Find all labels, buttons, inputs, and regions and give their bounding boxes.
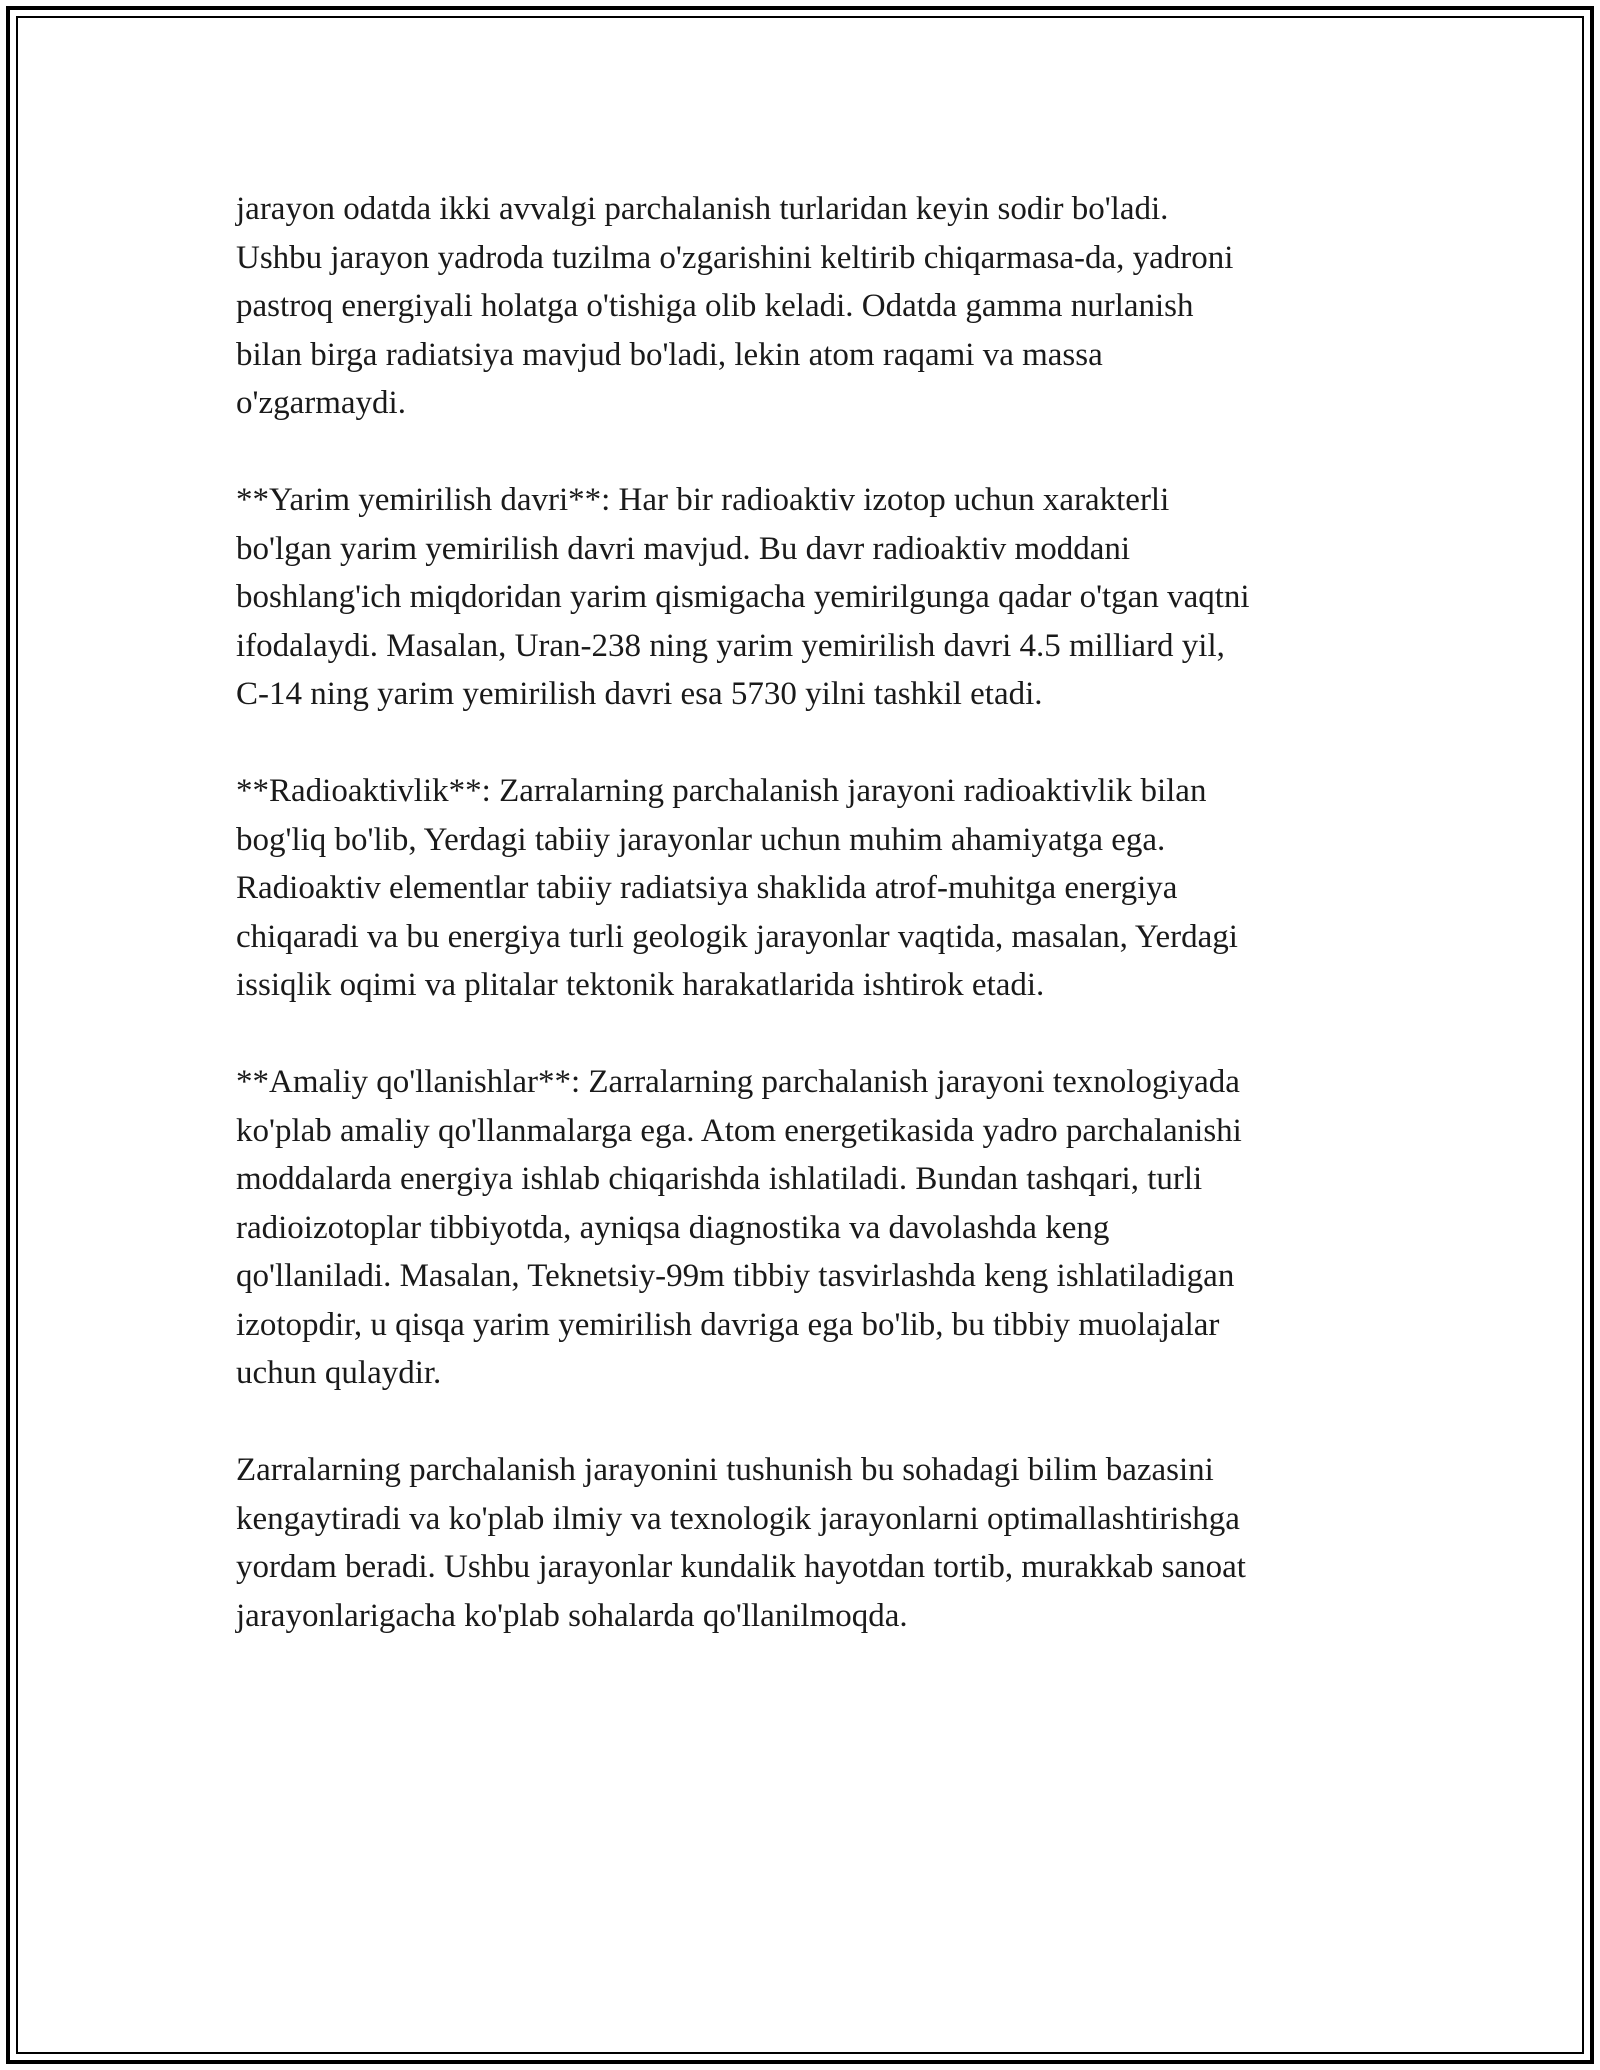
text-line: bog'liq bo'lib, Yerdagi tabiiy jarayonlar uchun muhim ahamiyatga ega. xyxy=(236,821,1166,858)
text-line: ifodalaydi. Masalan, Uran-238 ning yarim yemirilish davri 4.5 milliard yil, xyxy=(236,627,1225,664)
paragraph-radioactivity xyxy=(236,767,1386,1010)
paragraph-gamma-decay xyxy=(236,185,1386,428)
text-line: **Radioaktivlik**: Zarralarning parchalanish jarayoni radioaktivlik bilan xyxy=(236,773,1207,809)
text-line: chiqaradi va bu energiya turli geologik jarayonlar vaqtida, masalan, Yerdagi xyxy=(236,918,1238,955)
document-body xyxy=(236,185,1386,1689)
text-line: jarayonlarigacha ko'plab sohalarda qo'llanilmoqda. xyxy=(236,1597,908,1634)
paragraph-conclusion xyxy=(236,1446,1386,1640)
text-line: o'zgarmaydi. xyxy=(236,385,406,421)
text-line: kengaytiradi va ko'plab ilmiy va texnologik jarayonlarni optimallashtirishga xyxy=(236,1500,1240,1537)
text-line: bilan birga radiatsiya mavjud bo'ladi, lekin atom raqami va massa xyxy=(236,336,1103,373)
text-line: jarayon odatda ikki avvalgi parchalanish turlaridan keyin sodir bo'ladi. xyxy=(236,191,1169,227)
text-line: **Yarim yemirilish davri**: Har bir radioaktiv izotop uchun xarakterli xyxy=(236,482,1170,518)
text-line: uchun qulaydir. xyxy=(236,1355,442,1391)
paragraph-practical-applications xyxy=(236,1058,1386,1398)
paragraph-half-life xyxy=(236,476,1386,719)
text-line: Zarralarning parchalanish jarayonini tushunish bu sohadagi bilim bazasini xyxy=(236,1452,1214,1488)
text-line: C-14 ning yarim yemirilish davri esa 5730 yilni tashkil etadi. xyxy=(236,676,1043,712)
text-line: bo'lgan yarim yemirilish davri mavjud. Bu davr radioaktiv moddani xyxy=(236,530,1131,567)
text-line: radioizotoplar tibbiyotda, ayniqsa diagnostika va davolashda keng xyxy=(236,1209,1110,1246)
text-line: izotopdir, u qisqa yarim yemirilish davriga ega bo'lib, bu tibbiy muolajalar xyxy=(236,1306,1220,1343)
text-line: pastroq energiyali holatga o'tishiga olib keladi. Odatda gamma nurlanish xyxy=(236,288,1194,324)
text-line: boshlang'ich miqdoridan yarim qismigacha yemirilgunga qadar o'tgan vaqtni xyxy=(236,579,1250,615)
text-line: issiqlik oqimi va plitalar tektonik harakatlarida ishtirok etadi. xyxy=(236,967,1045,1003)
text-line: ko'plab amaliy qo'llanmalarga ega. Atom energetikasida yadro parchalanishi xyxy=(236,1112,1242,1149)
text-line: moddalarda energiya ishlab chiqarishda ishlatiladi. Bundan tashqari, turli xyxy=(236,1161,1203,1197)
text-line: **Amaliy qo'llanishlar**: Zarralarning parchalanish jarayoni texnologiyada xyxy=(236,1064,1240,1100)
text-line: Ushbu jarayon yadroda tuzilma o'zgarishini keltirib chiqarmasa-da, yadroni xyxy=(236,239,1234,276)
text-line: qo'llaniladi. Masalan, Teknetsiy-99m tibbiy tasvirlashda keng ishlatiladigan xyxy=(236,1258,1235,1294)
text-line: Radioaktiv elementlar tabiiy radiatsiya shaklida atrof-muhitga energiya xyxy=(236,870,1178,906)
text-line: yordam beradi. Ushbu jarayonlar kundalik hayotdan tortib, murakkab sanoat xyxy=(236,1549,1246,1585)
